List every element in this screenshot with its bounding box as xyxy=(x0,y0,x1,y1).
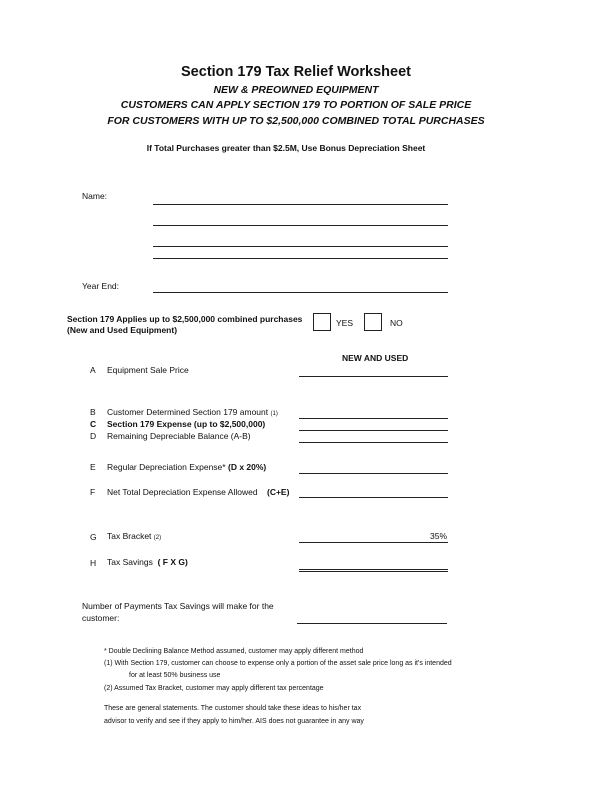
yes-label: YES xyxy=(336,318,354,328)
footnote-1-continued: for at least 50% business use xyxy=(129,672,221,679)
row-c-letter: C xyxy=(90,419,97,429)
payments-label-line1: Number of Payments Tax Savings will make for the xyxy=(82,601,274,611)
name-line-3[interactable] xyxy=(153,246,448,247)
row-e-label-text: Regular Depreciation Expense* xyxy=(107,462,226,472)
subtitle-apply: CUSTOMERS CAN APPLY SECTION 179 TO PORTION OF SALE PRICE xyxy=(120,99,472,111)
row-c-label: Section 179 Expense (up to $2,500,000) xyxy=(107,419,266,429)
payments-line[interactable] xyxy=(297,623,447,624)
row-d-label: Remaining Depreciable Balance (A-B) xyxy=(107,431,251,441)
year-end-label: Year End: xyxy=(82,281,120,291)
row-g-label xyxy=(107,531,161,541)
name-line-4[interactable] xyxy=(153,258,448,259)
row-h-double-line[interactable] xyxy=(299,569,448,572)
page-title: Section 179 Tax Relief Worksheet xyxy=(181,64,411,80)
row-a-line[interactable] xyxy=(299,376,448,377)
footnote-ddb: * Double Declining Balance Method assumed, customer may apply different method xyxy=(104,648,364,655)
yes-checkbox[interactable] xyxy=(313,313,331,331)
row-e-line[interactable] xyxy=(299,473,448,474)
tax-bracket-value[interactable]: 35% xyxy=(429,531,447,541)
row-a-label: Equipment Sale Price xyxy=(107,365,189,375)
row-e-label xyxy=(107,462,266,472)
row-f-letter: F xyxy=(90,487,96,497)
row-f-line[interactable] xyxy=(299,497,448,498)
disclaimer-line2: advisor to verify and see if they apply to him/her. AIS does not guarantee in any way xyxy=(104,718,364,725)
row-d-letter: D xyxy=(90,431,97,441)
row-f-label: Net Total Depreciation Expense Allowed xyxy=(107,487,258,497)
no-checkbox[interactable] xyxy=(364,313,382,331)
name-label: Name: xyxy=(82,191,108,201)
row-b-letter: B xyxy=(90,407,96,417)
payments-label-line2: customer: xyxy=(82,613,120,623)
row-g-label-text: Tax Bracket xyxy=(107,531,152,541)
disclaimer-line1: These are general statements. The customer should take these ideas to his/her tax xyxy=(104,705,362,712)
row-g-line[interactable] xyxy=(299,542,448,543)
applies-text: Section 179 Applies up to $2,500,000 combined purchases xyxy=(67,314,303,324)
row-h-label xyxy=(107,557,188,567)
name-line-1[interactable] xyxy=(153,204,448,205)
row-h-letter: H xyxy=(90,558,97,568)
row-g-footnote: (2) xyxy=(153,535,162,541)
row-h-formula: ( F X G) xyxy=(157,557,188,567)
bonus-depreciation-note: If Total Purchases greater than $2.5M, Use Bonus Depreciation Sheet xyxy=(146,143,426,153)
row-g-letter: G xyxy=(90,532,97,542)
year-end-line[interactable] xyxy=(153,292,448,293)
subtitle-equipment: NEW & PREOWNED EQUIPMENT xyxy=(213,84,379,96)
row-a-letter: A xyxy=(90,365,96,375)
subtitle-limit: FOR CUSTOMERS WITH UP TO $2,500,000 COMBINED TOTAL PURCHASES xyxy=(107,115,485,127)
row-b-label xyxy=(107,407,278,417)
row-e-letter: E xyxy=(90,462,96,472)
row-h-label-text: Tax Savings xyxy=(107,557,153,567)
row-b-label-text: Customer Determined Section 179 amount xyxy=(107,407,269,417)
footnote-1: (1) With Section 179, customer can choose to expense only a portion of the asset sale price long as it's intended xyxy=(104,660,452,667)
applies-subtext: (New and Used Equipment) xyxy=(67,325,178,335)
row-f-formula: (C+E) xyxy=(267,487,290,497)
no-label: NO xyxy=(390,318,403,328)
row-b-footnote: (1) xyxy=(270,411,278,417)
footnote-2: (2) Assumed Tax Bracket, customer may apply different tax percentage xyxy=(104,685,324,692)
row-b-line[interactable] xyxy=(299,418,448,419)
name-line-2[interactable] xyxy=(153,225,448,226)
column-header: NEW AND USED xyxy=(342,353,409,363)
row-e-formula: (D x 20%) xyxy=(227,462,267,472)
row-d-line[interactable] xyxy=(299,442,448,443)
row-c-line[interactable] xyxy=(299,430,448,431)
